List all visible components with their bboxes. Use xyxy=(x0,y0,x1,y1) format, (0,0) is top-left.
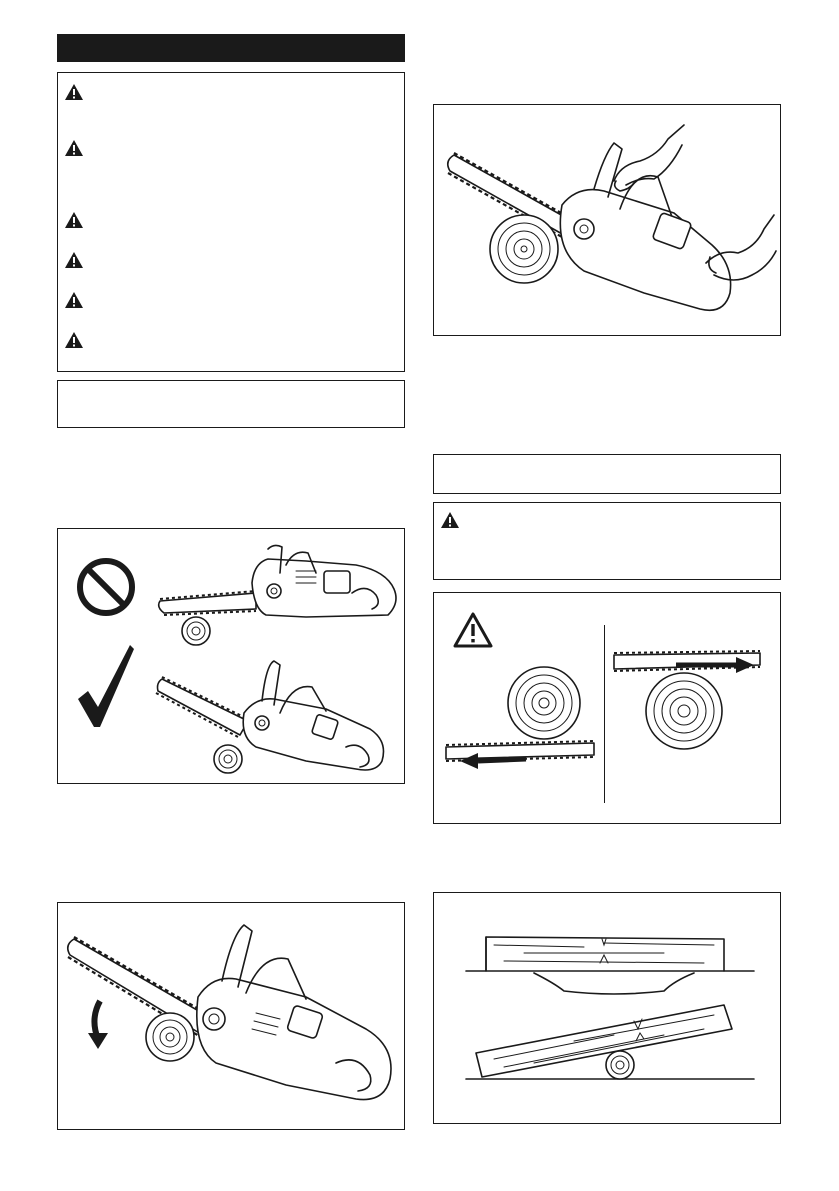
warning-icon xyxy=(64,211,84,229)
chainsaw-wrong-illustration xyxy=(156,543,401,653)
figure-pivot-cut xyxy=(57,902,405,1130)
warning-box-right xyxy=(433,502,781,580)
figure-cut-position xyxy=(57,528,405,784)
log-bottom-cut-illustration xyxy=(610,645,776,755)
note-box xyxy=(57,380,405,428)
caution-triangle-icon xyxy=(452,611,494,649)
warning-icon xyxy=(64,291,84,309)
log-top-cut-illustration xyxy=(444,665,604,775)
warning-icon xyxy=(64,331,84,349)
check-mark-icon xyxy=(76,641,136,731)
warning-icon xyxy=(64,83,84,101)
chainsaw-correct-illustration xyxy=(156,657,401,777)
warning-list-box xyxy=(57,72,405,372)
warning-icon xyxy=(64,251,84,269)
chainsaw-hands-illustration xyxy=(444,125,778,325)
section-header-bar xyxy=(57,34,405,62)
divider-line xyxy=(604,625,605,803)
figure-holding-chainsaw xyxy=(433,104,781,336)
note-box-right xyxy=(433,454,781,494)
log-on-ground-illustration xyxy=(464,929,764,1099)
prohibition-icon xyxy=(76,557,136,617)
figure-push-pull xyxy=(433,592,781,824)
figure-log-support xyxy=(433,892,781,1124)
chainsaw-pivot-illustration xyxy=(66,913,400,1125)
warning-icon xyxy=(64,139,84,157)
warning-icon xyxy=(440,511,460,529)
